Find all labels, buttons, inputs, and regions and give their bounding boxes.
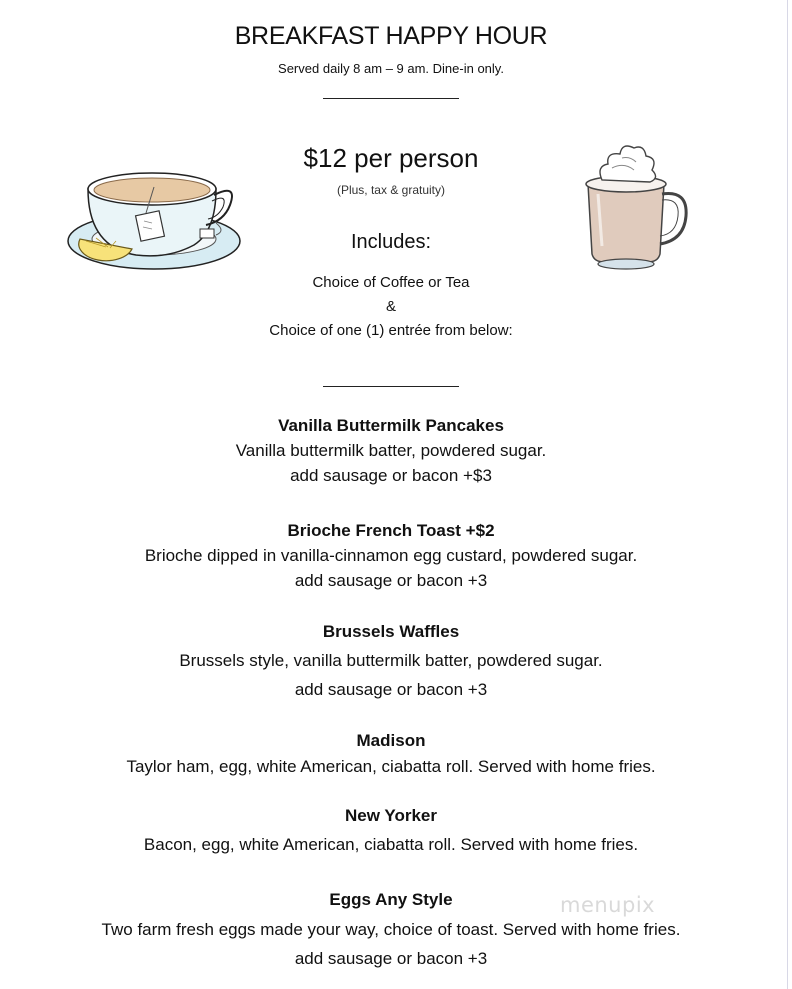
menu-item-description: Brussels style, vanilla buttermilk batter, powdered sugar. (179, 651, 603, 670)
served-hours: Served daily 8 am – 9 am. Dine-in only. (278, 61, 504, 76)
tea-cup-icon (66, 165, 244, 277)
menu-item-name: New Yorker (345, 806, 437, 825)
menu-item-description: Two farm fresh eggs made your way, choice of toast. Served with home fries. (101, 920, 681, 939)
menu-item-name: Brussels Waffles (322, 622, 460, 641)
includes-drink: Choice of Coffee or Tea (312, 274, 470, 291)
menu-item-addon: add sausage or bacon +3 (294, 571, 488, 590)
menu-item-description: Taylor ham, egg, white American, ciabatta roll. Served with home fries. (126, 757, 656, 776)
menu-item-addon: add sausage or bacon +$3 (290, 466, 492, 485)
divider (323, 98, 459, 99)
menu-item-addon: add sausage or bacon +3 (294, 680, 488, 699)
menu-item-addon: add sausage or bacon +3 (294, 949, 488, 968)
divider (323, 386, 459, 387)
menu-item-description: Vanilla buttermilk batter, powdered sugar. (235, 441, 547, 460)
includes-entree: Choice of one (1) entrée from below: (269, 322, 513, 339)
menu-item-name: Eggs Any Style (329, 890, 453, 909)
includes-ampersand: & (385, 298, 396, 315)
menu-item-name: Brioche French Toast +$2 (287, 521, 495, 540)
menu-item-name: Vanilla Buttermilk Pancakes (278, 416, 504, 435)
page-border (787, 0, 788, 989)
includes-heading: Includes: (350, 231, 432, 253)
page-title: BREAKFAST HAPPY HOUR (234, 22, 548, 50)
price: $12 per person (303, 143, 479, 173)
price-note: (Plus, tax & gratuity) (336, 183, 446, 197)
menu-item-description: Brioche dipped in vanilla-cinnamon egg custard, powdered sugar. (144, 546, 638, 565)
watermark: menupix (560, 893, 656, 917)
menu-item-name: Madison (356, 731, 426, 750)
menu-item-description: Bacon, egg, white American, ciabatta roll. Served with home fries. (143, 835, 639, 854)
